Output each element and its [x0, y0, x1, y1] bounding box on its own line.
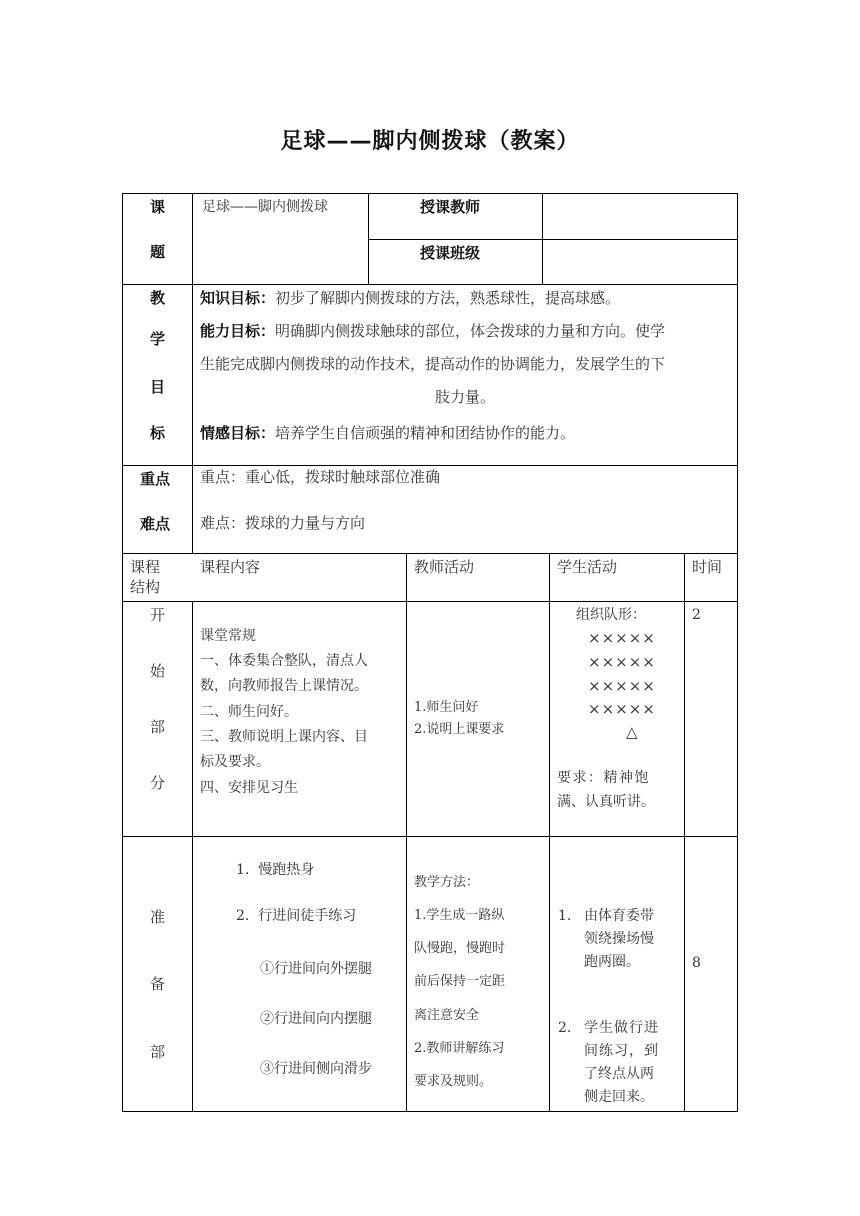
col-header-teacher: 教师活动: [414, 558, 475, 576]
start-content-line: 标及要求。: [200, 754, 270, 770]
col-line-label-lower: [192, 601, 193, 1112]
row-line-prep: [122, 836, 738, 837]
start-time: 2: [692, 607, 701, 623]
start-content-line: 三、教师说明上课内容、目: [200, 729, 368, 745]
formation-teacher-marker: △: [626, 723, 638, 741]
prep-time: 8: [692, 955, 701, 971]
prep-student-number: 2.: [558, 1020, 572, 1036]
start-teacher-line: 1.师生问好: [414, 700, 479, 715]
emotion-objective: [200, 422, 575, 444]
objectives-label: 教: [150, 289, 166, 307]
section-start-label: 始: [150, 662, 166, 680]
prep-student-line: 侧走回来。: [584, 1089, 654, 1105]
col-line-teacher: [549, 553, 550, 1112]
knowledge-objective: [200, 287, 620, 309]
col-line-teacher-label: [542, 193, 543, 284]
col-line-content: [406, 553, 407, 1112]
objectives-label: 目: [150, 378, 166, 396]
col-header-student: 学生活动: [557, 558, 618, 576]
table-border-bottom: [122, 1111, 738, 1112]
prep-student-line: 由体育委带: [584, 908, 654, 924]
start-content-line: 一、体委集合整队，清点人: [200, 653, 368, 669]
section-start-label: 开: [150, 606, 166, 624]
header-mid-line: [368, 239, 738, 240]
knowledge-label: 知识目标：: [200, 289, 276, 307]
ability-text-line: 肢力量。: [434, 388, 495, 406]
table-border-top: [122, 193, 738, 194]
prep-teacher-line: 要求及规则。: [414, 1074, 493, 1089]
prep-subitem: ①行进间向外摆腿: [260, 961, 372, 977]
prep-teacher-line: 2.教师讲解练习: [414, 1041, 505, 1056]
section-prep-label: 部: [150, 1043, 166, 1061]
prep-teacher-line: 离注意安全: [414, 1008, 480, 1023]
prep-student-number: 1.: [558, 908, 572, 924]
prep-subitem: ③行进间侧向滑步: [260, 1061, 372, 1077]
start-content-line: 二、师生问好。: [200, 704, 298, 720]
prep-item: 2. 行进间徒手练习: [236, 908, 357, 924]
keypoint-text: 重点：重心低，拨球时触球部位准确: [200, 468, 441, 486]
prep-item: 1. 慢跑热身: [236, 862, 315, 878]
ability-text-line: 生能完成脚内侧拨球的动作技术，提高动作的协调能力，发展学生的下: [200, 355, 666, 373]
prep-subitem: ②行进间向内摆腿: [260, 1011, 372, 1027]
start-content-line: 课堂常规: [200, 628, 256, 644]
objectives-label: 标: [150, 424, 166, 442]
teacher-label: 授课教师: [420, 198, 481, 216]
prep-teacher-line: 前后保持一定距: [414, 974, 506, 989]
table-border-left: [122, 193, 123, 1112]
col-header-content: 课程内容: [200, 558, 261, 576]
keypoint-label: 重点: [140, 470, 171, 488]
topic-label: 课: [150, 198, 166, 216]
row-line-colheader: [122, 553, 738, 554]
prep-student-line: 了终点从两: [584, 1066, 654, 1082]
prep-teacher-line: 队慢跑，慢跑时: [414, 941, 506, 956]
section-start-label: 部: [150, 718, 166, 736]
col-header-structure: 结构: [130, 578, 161, 596]
ability-label: 能力目标：: [200, 322, 276, 340]
start-teacher-line: 2.说明上课要求: [414, 722, 505, 737]
topic-value: 足球——脚内侧拨球: [202, 199, 328, 215]
prep-teacher-line: 教学方法：: [414, 875, 480, 890]
class-label: 授课班级: [420, 244, 481, 262]
start-requirement: 满、认真听讲。: [557, 794, 655, 810]
formation-row: ×××××: [588, 629, 656, 647]
formation-label: 组织队形：: [576, 607, 646, 623]
knowledge-text: 初步了解脚内侧拨球的方法，熟悉球性，提高球感。: [275, 289, 621, 307]
objectives-label: 学: [150, 330, 166, 348]
topic-label-2: 题: [150, 243, 166, 261]
start-requirement: 要求：精神饱: [557, 770, 650, 786]
prep-student-line: 领绕操场慢: [584, 931, 654, 947]
table-border-right: [737, 193, 738, 1112]
difficulty-label: 难点: [140, 515, 171, 533]
col-line-topic: [368, 193, 369, 284]
section-prep-label: 准: [150, 908, 166, 926]
section-prep-label: 备: [150, 975, 166, 993]
start-content-line: 四、安排见习生: [200, 780, 298, 796]
col-header-structure: 课程: [130, 558, 161, 576]
section-start-label: 分: [150, 774, 166, 792]
ability-text-line: 明确脚内侧拨球触球的部位，体会拨球的力量和方向。使学: [275, 322, 666, 340]
row-line-start: [122, 601, 738, 602]
col-line-student: [684, 553, 685, 1112]
start-content-line: 数，向教师报告上课情况。: [200, 678, 368, 694]
prep-student-line: 学生做行进: [584, 1020, 659, 1036]
col-line-label: [192, 193, 193, 553]
col-header-time: 时间: [692, 558, 723, 576]
prep-student-line: 跑两圈。: [584, 954, 640, 970]
prep-teacher-line: 1.学生成一路纵: [414, 908, 505, 923]
emotion-label: 情感目标：: [200, 424, 276, 442]
ability-objective: [200, 320, 665, 342]
difficulty-text: 难点：拨球的力量与方向: [200, 514, 366, 532]
row-line-objectives: [122, 284, 738, 285]
prep-student-line: 间练习，到: [584, 1043, 659, 1059]
page-title: 足球——脚内侧拨球（教案）: [280, 129, 580, 154]
emotion-text: 培养学生自信顽强的精神和团结协作的能力。: [275, 424, 576, 442]
formation-row: ×××××: [588, 700, 656, 718]
formation-row: ×××××: [588, 653, 656, 671]
formation-row: ×××××: [588, 677, 656, 695]
